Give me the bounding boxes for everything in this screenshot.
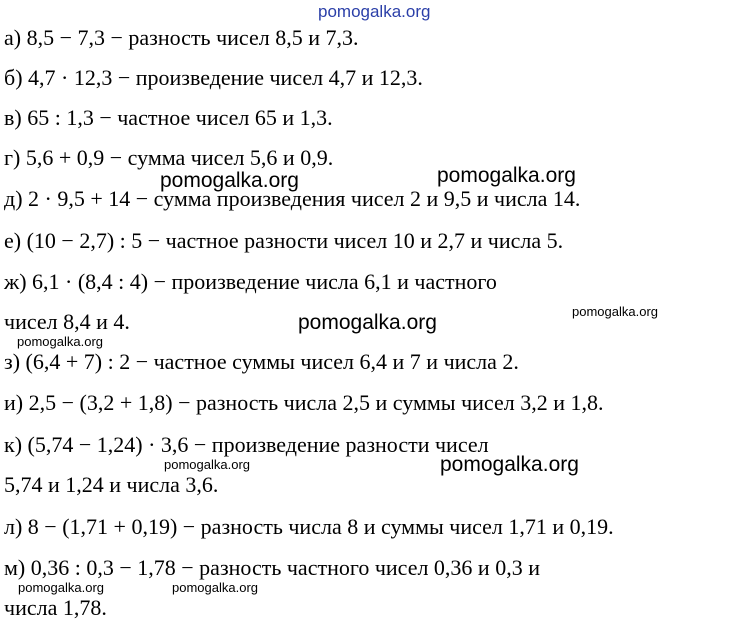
item-i: и) 2,5 − (3,2 + 1,8) − разность числа 2,5 и суммы чисел 3,2 и 1,8. (4, 390, 604, 415)
item-m: м) 0,36 : 0,3 − 1,78 − разность частного чисел 0,36 и 0,3 и (4, 555, 540, 580)
watermark-top: pomogalka.org (318, 2, 431, 21)
item-zh-continued: чисел 8,4 и 4. (4, 309, 130, 334)
watermark: pomogalka.org (437, 164, 576, 187)
item-v: в) 65 : 1,3 − частное чисел 65 и 1,3. (4, 105, 333, 130)
item-zh: ж) 6,1 · (8,4 : 4) − произведение числа 6,1 и частного (4, 269, 497, 294)
item-k: к) (5,74 − 1,24) · 3,6 − произведение разности чисел (4, 432, 489, 457)
item-l: л) 8 − (1,71 + 0,19) − разность числа 8 и суммы чисел 1,71 и 0,19. (4, 514, 614, 539)
watermark: pomogalka.org (160, 169, 299, 192)
item-g: г) 5,6 + 0,9 − сумма чисел 5,6 и 0,9. (4, 145, 334, 170)
item-k-continued: 5,74 и 1,24 и числа 3,6. (4, 472, 219, 497)
item-e: е) (10 − 2,7) : 5 − частное разности чисел 10 и 2,7 и числа 5. (4, 228, 564, 253)
watermark: pomogalka.org (172, 580, 258, 595)
watermark: pomogalka.org (440, 453, 579, 476)
item-a: а) 8,5 − 7,3 − разность чисел 8,5 и 7,3. (4, 25, 359, 50)
watermark: pomogalka.org (17, 334, 103, 349)
item-z: з) (6,4 + 7) : 2 − частное суммы чисел 6,4 и 7 и числа 2. (4, 349, 519, 374)
item-d: д) 2 · 9,5 + 14 − сумма произведения чисел 2 и 9,5 и числа 14. (4, 186, 581, 211)
watermark: pomogalka.org (164, 457, 250, 472)
watermark: pomogalka.org (18, 580, 104, 595)
watermark: pomogalka.org (572, 304, 658, 319)
item-b: б) 4,7 · 12,3 − произведение чисел 4,7 и 12,3. (4, 65, 423, 90)
item-m-continued: числа 1,78. (4, 595, 107, 620)
watermark: pomogalka.org (298, 311, 437, 334)
